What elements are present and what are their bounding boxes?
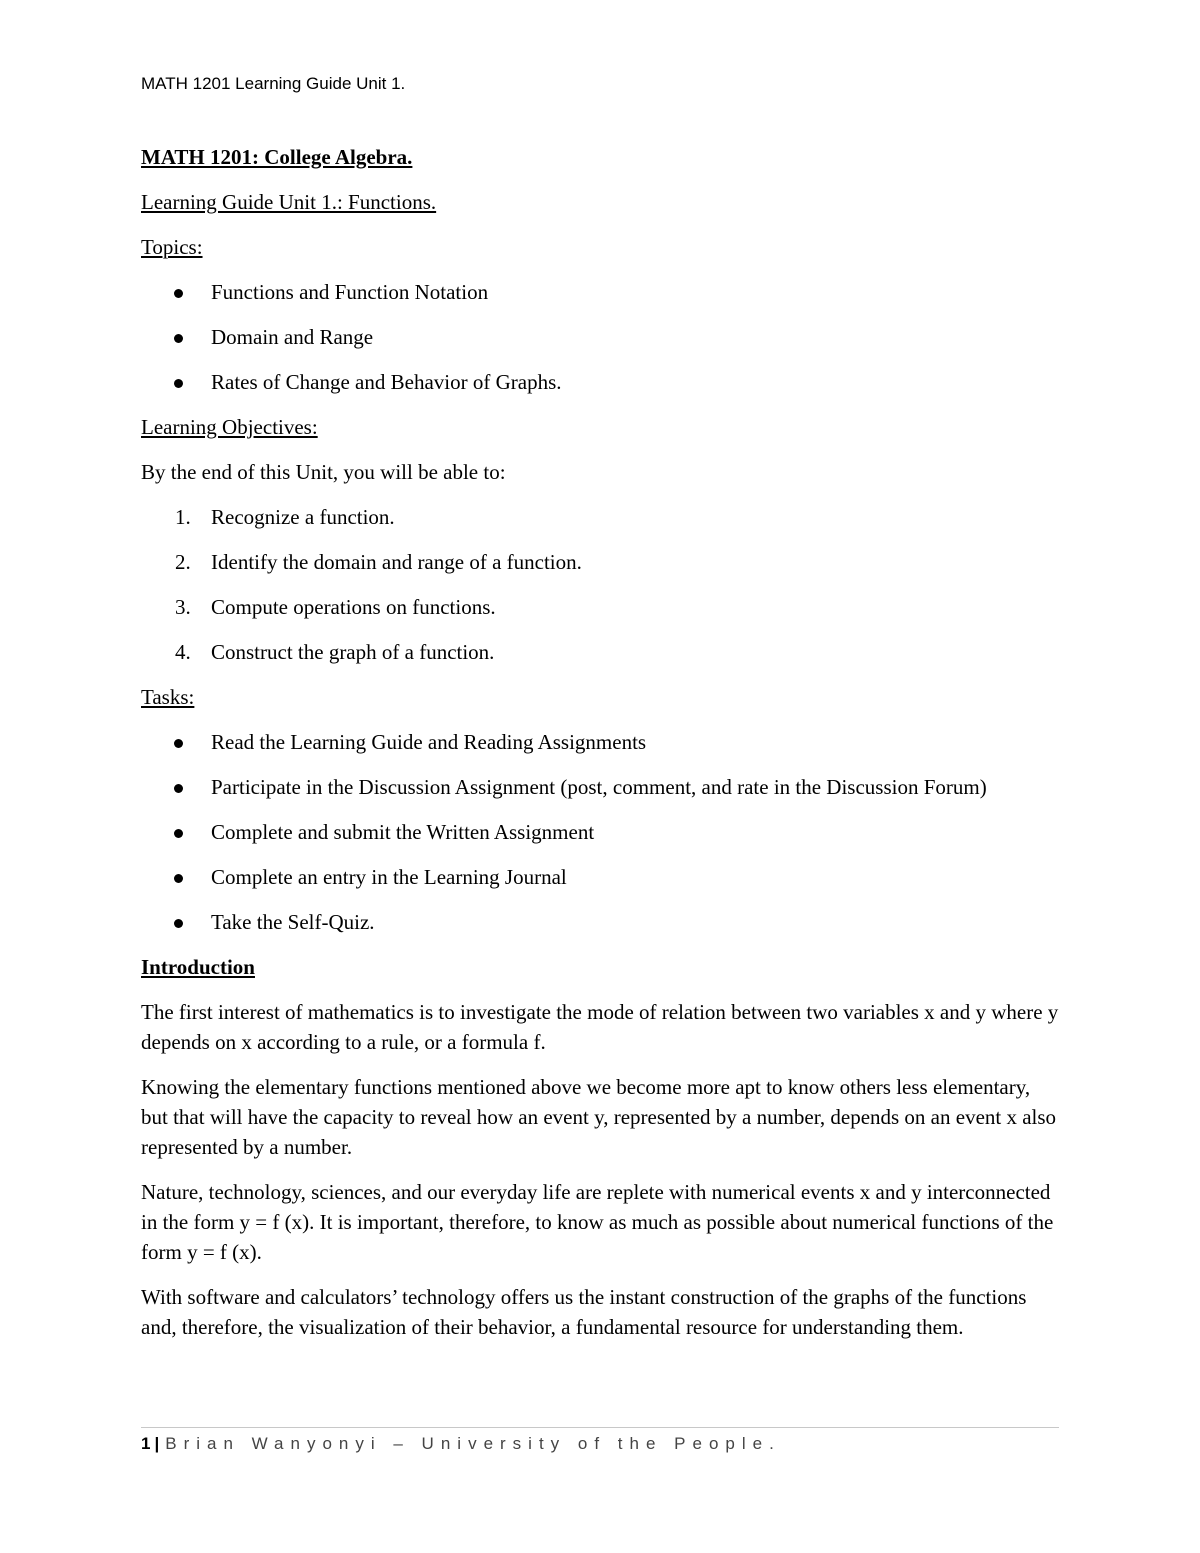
introduction-heading: Introduction — [141, 955, 255, 979]
page-footer — [141, 1434, 781, 1454]
list-item — [141, 727, 1061, 757]
list-item — [141, 277, 1061, 307]
topics-list — [141, 277, 1061, 397]
task-text: Complete and submit the Written Assignment — [211, 820, 595, 844]
topics-heading: Topics: — [141, 235, 203, 259]
course-title: MATH 1201: College Algebra. — [141, 145, 413, 169]
list-item — [141, 817, 1061, 847]
list-item — [141, 367, 1061, 397]
bullet-icon — [174, 874, 183, 883]
list-item — [141, 862, 1061, 892]
footer-separator: | — [154, 1434, 160, 1453]
list-item — [141, 547, 1061, 577]
task-text: Read the Learning Guide and Reading Assignments — [211, 730, 647, 754]
page-number: 1 — [141, 1434, 151, 1453]
introduction-paragraph: Nature, technology, sciences, and our everyday life are replete with numerical events x and y interconnected in the form y = f (x). It is important, therefore, to know as much as possible about numerical functions of the form y = f (x). — [141, 1180, 1054, 1264]
list-item — [141, 637, 1061, 667]
tasks-heading: Tasks: — [141, 685, 195, 709]
task-text: Complete an entry in the Learning Journal — [211, 865, 567, 889]
task-text: Take the Self-Quiz. — [211, 910, 375, 934]
list-item — [141, 322, 1061, 352]
objectives-intro: By the end of this Unit, you will be able to: — [141, 460, 506, 484]
list-item — [141, 907, 1061, 937]
list-item — [141, 502, 1061, 532]
bullet-icon — [174, 919, 183, 928]
bullet-icon — [174, 784, 183, 793]
running-header: MATH 1201 Learning Guide Unit 1. — [141, 74, 406, 93]
bullet-icon — [174, 334, 183, 343]
introduction-paragraph: The first interest of mathematics is to investigate the mode of relation between two variables x and y where y depends on x according to a rule, or a formula f. — [141, 1000, 1059, 1054]
list-item — [141, 592, 1061, 622]
item-number: 2. — [175, 550, 191, 574]
topic-text: Domain and Range — [211, 325, 374, 349]
objective-text: Identify the domain and range of a function. — [211, 550, 582, 574]
list-item — [141, 772, 1061, 802]
item-number: 3. — [175, 595, 191, 619]
task-text: Participate in the Discussion Assignment (post, comment, and rate in the Discussion Forum) — [211, 775, 987, 799]
footer-author: Brian Wanyonyi – University of the People. — [165, 1434, 781, 1453]
objectives-list — [141, 502, 1061, 667]
introduction-paragraph: With software and calculators’ technology offers us the instant construction of the graphs of the functions and, therefore, the visualization of their behavior, a fundamental resource for understanding them. — [141, 1285, 1027, 1339]
objective-text: Construct the graph of a function. — [211, 640, 495, 664]
item-number: 4. — [175, 640, 191, 664]
objectives-heading: Learning Objectives: — [141, 415, 318, 439]
bullet-icon — [174, 289, 183, 298]
introduction-paragraph: Knowing the elementary functions mentioned above we become more apt to know others less elementary, but that will have the capacity to reveal how an event y, represented by a number, depends on an event x also represented by a number. — [141, 1075, 1057, 1159]
bullet-icon — [174, 379, 183, 388]
bullet-icon — [174, 829, 183, 838]
bullet-icon — [174, 739, 183, 748]
footer-divider — [141, 1427, 1059, 1428]
objective-text: Compute operations on functions. — [211, 595, 496, 619]
item-number: 1. — [175, 505, 191, 529]
topic-text: Functions and Function Notation — [211, 280, 489, 304]
unit-title: Learning Guide Unit 1.: Functions. — [141, 190, 437, 214]
topic-text: Rates of Change and Behavior of Graphs. — [211, 370, 562, 394]
document-body — [141, 142, 1061, 1357]
tasks-list — [141, 727, 1061, 937]
objective-text: Recognize a function. — [211, 505, 395, 529]
